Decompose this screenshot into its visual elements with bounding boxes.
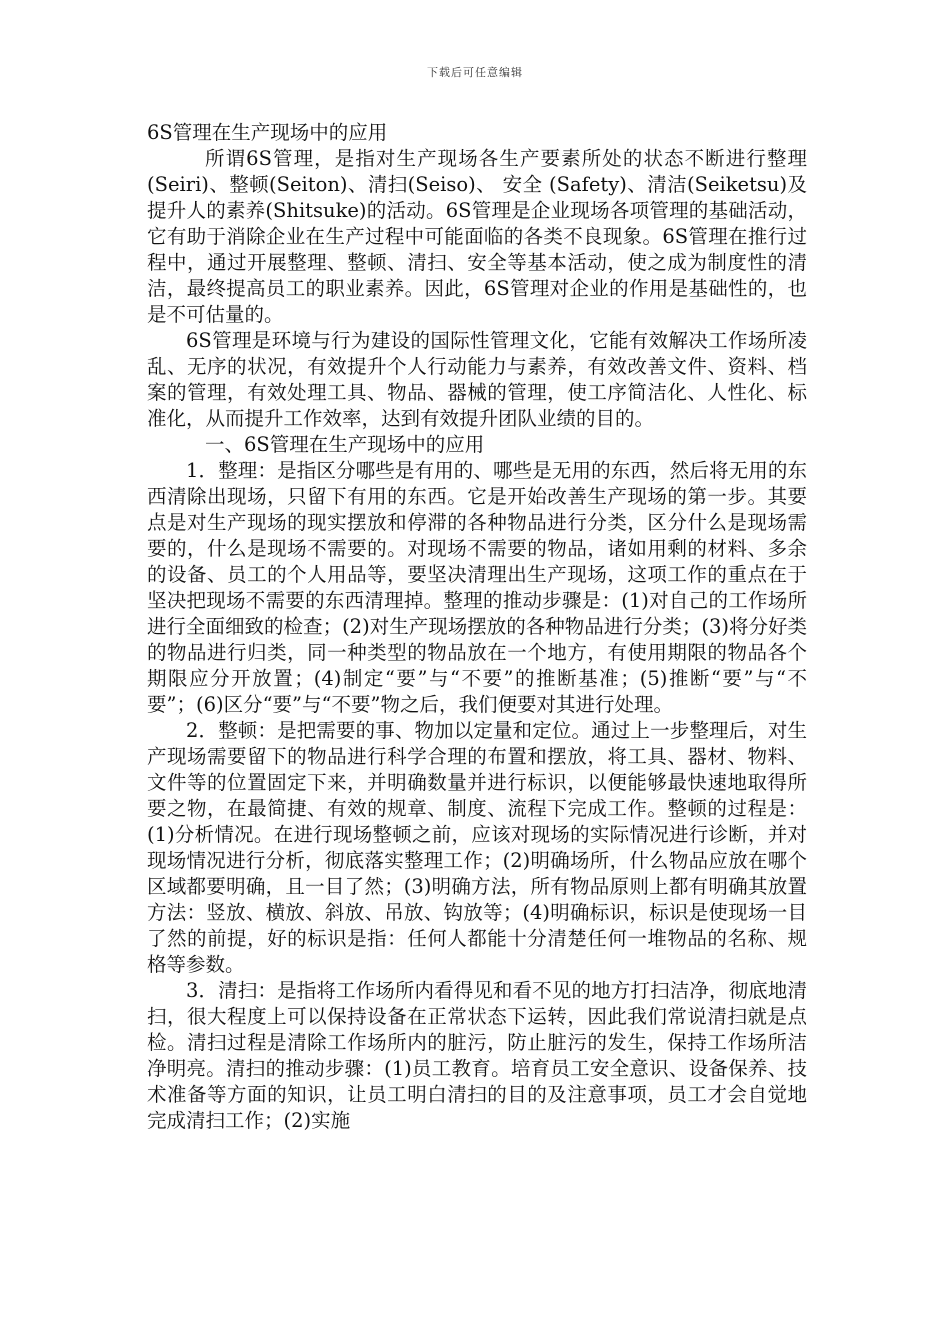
paragraph-intro: 所谓6S管理，是指对生产现场各生产要素所处的状态不断进行整理(Seiri)、整顿(Seiton)、清扫(Seiso)、 安全 (Safety)、清洁(Seiketsu)及提升人的素养(Shitsuke)的活动。6S管理是企业现场各项管理的基础活动，它有助于消除企业在生产过程中可能面临的各类不良现象。6S管理在推行过程中，通过开展整理、整顿、清扫、安全等基本活动，使之成为制度性的清洁，最终提高员工的职业素养。因此，6S管理对企业的作用是基础性的，也是不可估量的。: [147, 147, 807, 326]
header-note: 下载后可任意编辑: [427, 66, 523, 79]
paragraph-seiri: 1．整理：是指区分哪些是有用的、哪些是无用的东西，然后将无用的东西清除出现场，只留下有用的东西。它是开始改善生产现场的第一步。其要点是对生产现场的现实摆放和停滞的各种物品进行分类，区分什么是现场需要的，什么是现场不需要的。对现场不需要的物品，诸如用剩的材料、多余的设备、员工的个人用品等，要坚决清理出生产现场，这项工作的重点在于坚决把现场不需要的东西清理掉。整理的推动步骤是：(1)对自己的工作场所进行全面细致的检查；(2)对生产现场摆放的各种物品进行分类；(3)将分好类的物品进行归类，同一种类型的物品放在一个地方，有使用期限的物品各个期限应分开放置；(4)制定“要”与“不要”的推断基准；(5)推断“要”与“不要”；(6)区分“要”与“不要”物之后，我们便要对其进行处理。: [147, 459, 807, 716]
paragraph-culture: 6S管理是环境与行为建设的国际性管理文化，它能有效解决工作场所凌乱、无序的状况，有效提升个人行动能力与素养，有效改善文件、资料、档案的管理，有效处理工具、物品、器械的管理，使工序简洁化、人性化、标准化，从而提升工作效率，达到有效提升团队业绩的目的。: [147, 329, 807, 430]
section-heading: 一、6S管理在生产现场中的应用: [205, 433, 485, 456]
document-title: 6S管理在生产现场中的应用: [147, 121, 388, 144]
document-body: [147, 120, 807, 1134]
paragraph-seiso: 3．清扫：是指将工作场所内看得见和看不见的地方打扫洁净，彻底地清扫，很大程度上可以保持设备在正常状态下运转，因此我们常说清扫就是点检。清扫过程是清除工作场所内的脏污，防止脏污的发生，保持工作场所洁净明亮。清扫的推动步骤：(1)员工教育。培育员工安全意识、设备保养、技术准备等方面的知识，让员工明白清扫的目的及注意事项，员工才会自觉地完成清扫工作；(2)实施: [147, 979, 807, 1132]
paragraph-seiton: 2．整顿：是把需要的事、物加以定量和定位。通过上一步整理后，对生产现场需要留下的物品进行科学合理的布置和摆放，将工具、器材、物料、文件等的位置固定下来，并明确数量并进行标识，以便能够最快速地取得所要之物，在最简捷、有效的规章、制度、流程下完成工作。整顿的过程是：(1)分析情况。在进行现场整顿之前，应该对现场的实际情况进行诊断，并对现场情况进行分析，彻底落实整理工作；(2)明确场所，什么物品应放在哪个区域都要明确，且一目了然；(3)明确方法，所有物品原则上都有明确其放置方法：竖放、横放、斜放、吊放、钩放等；(4)明确标识，标识是使现场一目了然的前提，好的标识是指：任何人都能十分清楚任何一堆物品的名称、规格等参数。: [147, 719, 807, 976]
